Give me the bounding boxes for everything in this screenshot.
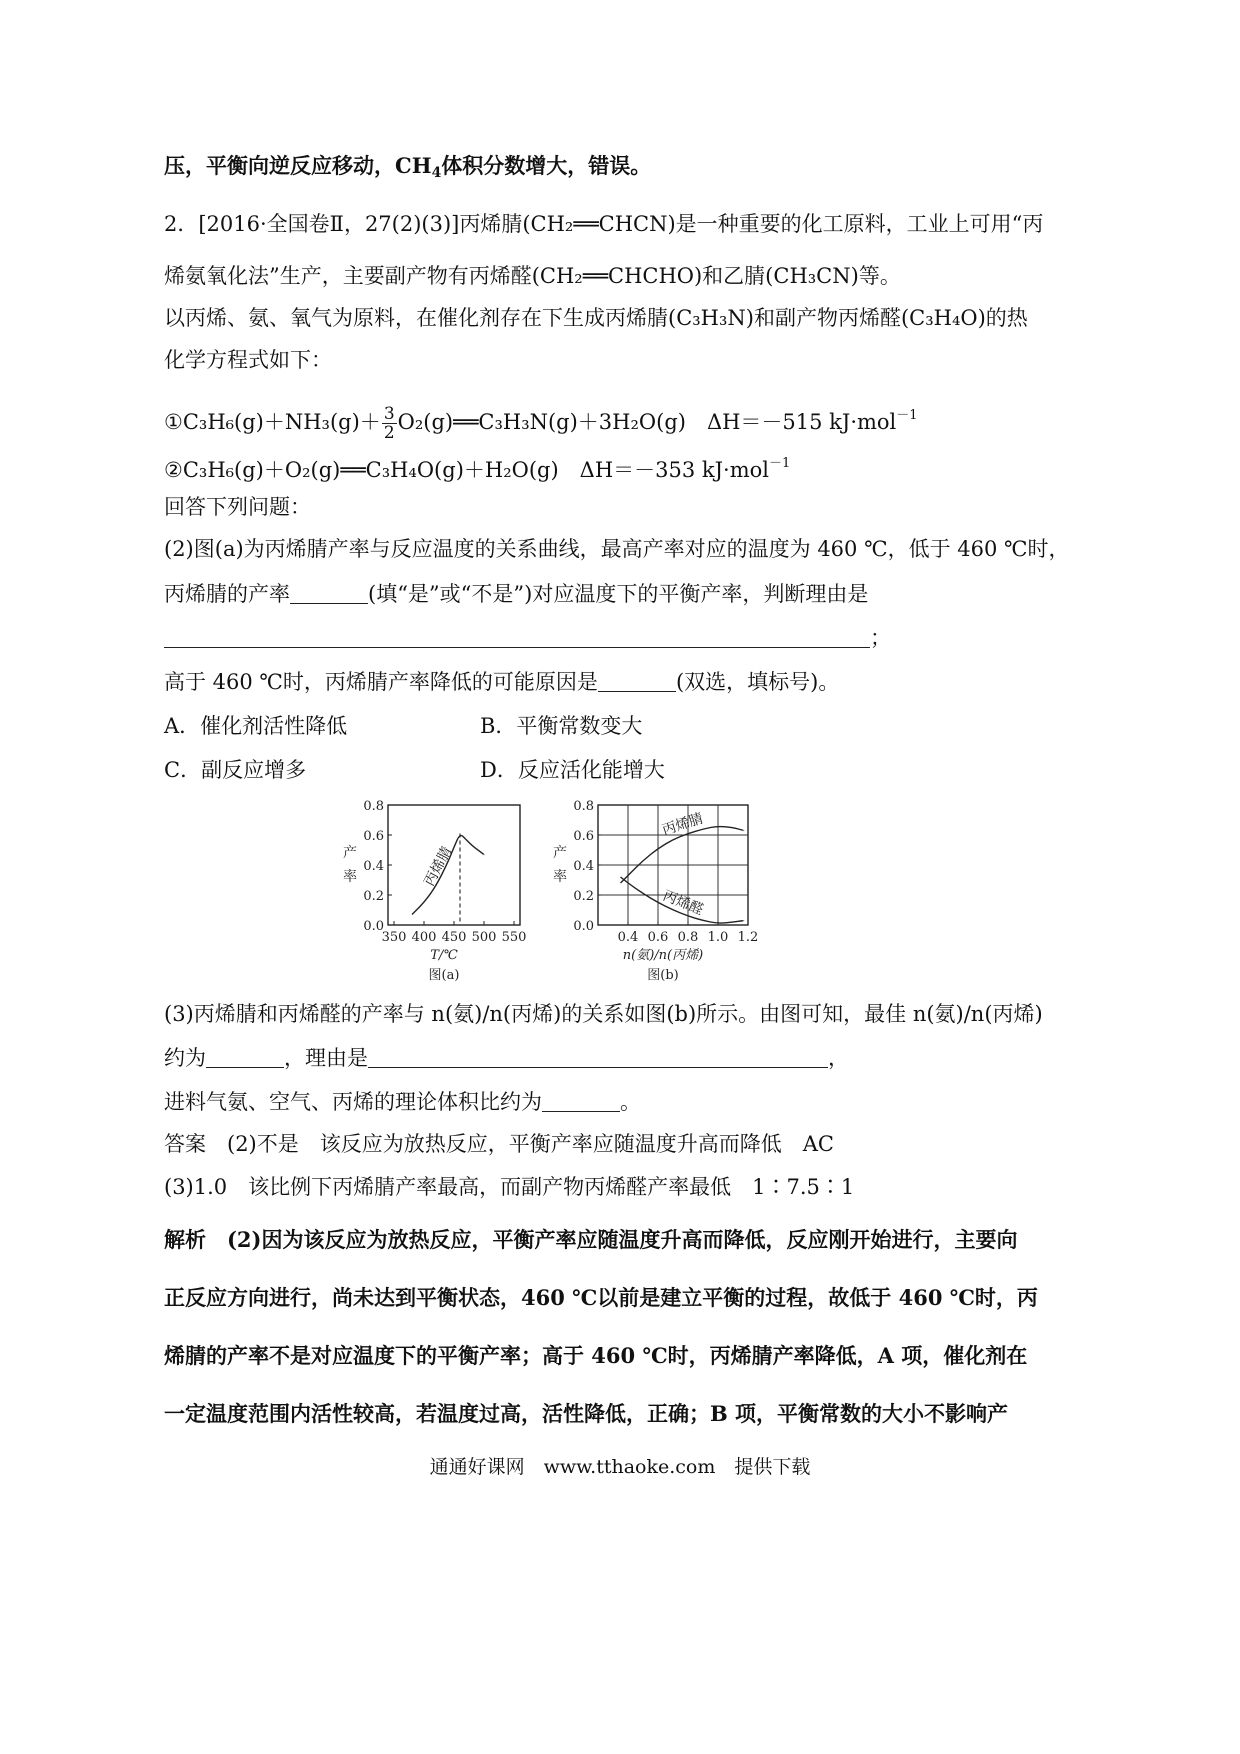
part-3-line-2-start: 约为: [164, 1046, 206, 1070]
x-tick-label: 0.4: [617, 930, 639, 945]
equation-2: [164, 450, 790, 484]
figures: [0, 790, 1240, 1020]
part-2-line-4-end: (双选，填标号)。: [675, 670, 840, 694]
y-tick-label: 0.8: [573, 799, 594, 814]
y-tick-label: 0.0: [363, 919, 384, 934]
x-tick-label: 350: [381, 930, 407, 945]
x-tick-label: 400: [411, 930, 437, 945]
part-2-line-3: [164, 624, 891, 652]
figure-caption: 图(a): [428, 968, 460, 983]
x-tick-label: 0.6: [647, 930, 669, 945]
top-continuation-line: [164, 152, 651, 187]
answer-blank-2: [598, 671, 676, 692]
part-2-line-3-end: ；: [870, 626, 891, 650]
part-2-line-4: [164, 668, 839, 696]
x-tick-label: 450: [441, 930, 467, 945]
part-3-line-2-end: ，: [828, 1046, 849, 1070]
series-label: 丙烯腈: [660, 810, 706, 839]
part-2-line-2-end: (填“是”或“不是”)对应温度下的平衡产率，判断理由是: [368, 582, 869, 606]
x-tick-label: 1.0: [707, 930, 729, 945]
x-axis-label: T/℃: [430, 948, 458, 963]
chart-b: [553, 799, 758, 983]
answer-prompt: 回答下列问题：: [164, 495, 311, 519]
analysis-line-1: 解析 (2)因为该反应为放热反应，平衡产率应随温度升高而降低，反应刚开始进行，主要向: [164, 1227, 1018, 1252]
fraction-numerator: 3: [383, 404, 395, 424]
y-tick-label: 0.6: [363, 829, 384, 844]
part-2-line-2: [164, 580, 868, 608]
y-tick-label: 0.2: [363, 889, 384, 904]
plot-frame: [388, 805, 520, 925]
equation-1-exponent: －1: [896, 408, 918, 423]
y-axis-label: 产: [553, 845, 567, 861]
analysis-line-2: 正反应方向进行，尚未达到平衡状态，460 ℃以前是建立平衡的过程，故低于 460 ℃时，丙: [164, 1285, 1038, 1310]
question-line-3: 以丙烯、氨、氧气为原料，在催化剂存在下生成丙烯腈(C₃H₃N)和副产物丙烯醛(C₃H₄O)的热: [164, 306, 1028, 330]
y-axis-label: 产: [343, 845, 357, 861]
top-line-end: 体积分数增大，错误。: [441, 153, 652, 178]
x-tick-label: 550: [501, 930, 527, 945]
part-3-line-1: (3)丙烯腈和丙烯醛的产率与 n(氨)/n(丙烯)的关系如图(b)所示。由图可知，最佳 n(氨)/n(丙烯): [164, 1002, 1043, 1026]
option-b: B．平衡常数变大: [480, 714, 643, 738]
analysis-line-3: 烯腈的产率不是对应温度下的平衡产率；高于 460 ℃时，丙烯腈产率降低，A 项，催化剂在: [164, 1343, 1028, 1368]
analysis-line-4: 一定温度范围内活性较高，若温度过高，活性降低，正确；B 项，平衡常数的大小不影响产: [164, 1401, 1009, 1426]
top-line-subscript: 4: [431, 165, 442, 181]
equation-2-exponent: －1: [769, 456, 791, 471]
part-3-line-2-mid: ，理由是: [284, 1046, 368, 1070]
option-a: A．催化剂活性降低: [164, 714, 348, 738]
figure-caption: 图(b): [647, 968, 679, 983]
series-line: [412, 836, 484, 915]
y-tick-label: 0.0: [573, 919, 594, 934]
part-3-line-3: [164, 1088, 641, 1116]
answer-line-1: 答案 (2)不是 该反应为放热反应，平衡产率应随温度升高而降低 AC: [164, 1132, 834, 1156]
chart-a: [343, 799, 526, 983]
footer-source: 通通好课网 www.tthaoke.com 提供下载: [429, 1456, 811, 1478]
x-tick-label: 1.2: [737, 930, 759, 945]
y-tick-label: 0.4: [573, 859, 594, 874]
equation-1: [164, 396, 918, 442]
y-axis-label: 率: [553, 869, 567, 885]
answer-line-2: (3)1.0 该比例下丙烯腈产率最高，而副产物丙烯醛产率最低 1∶7.5∶1: [164, 1175, 855, 1199]
fraction-three-halves: [382, 405, 397, 442]
part-2-line-1: (2)图(a)为丙烯腈产率与反应温度的关系曲线，最高产率对应的温度为 460 ℃，低于 460 ℃时，: [164, 537, 1070, 561]
question-line-1: 2．[2016·全国卷Ⅱ，27(2)(3)]丙烯腈(CH₂══CHCN)是一种重要的化工原料，工业上可用“丙: [164, 212, 1044, 236]
answer-blank-reason: [164, 627, 870, 648]
x-tick-label: 500: [471, 930, 497, 945]
answer-blank-reason-2: [368, 1047, 828, 1068]
top-line-text: 压，平衡向逆反应移动，CH: [164, 153, 432, 178]
part-3-line-2: [164, 1044, 849, 1072]
option-c: C．副反应增多: [164, 758, 307, 782]
part-2-line-4-start: 高于 460 ℃时，丙烯腈产率降低的可能原因是: [164, 670, 598, 694]
option-d: D．反应活化能增大: [480, 758, 665, 782]
equation-1-right: O₂(g)══C₃H₃N(g)＋3H₂O(g) ΔH＝－515 kJ·mol: [397, 410, 897, 434]
part-2-line-2-start: 丙烯腈的产率: [164, 582, 290, 606]
fraction-denominator: 2: [383, 423, 395, 443]
x-tick-label: 0.8: [677, 930, 699, 945]
question-line-2: 烯氨氧化法”生产，主要副产物有丙烯醛(CH₂══CHCHO)和乙腈(CH₃CN)等。: [164, 264, 901, 288]
answer-blank-ratio: [206, 1047, 284, 1068]
y-tick-label: 0.8: [363, 799, 384, 814]
equation-1-left: ①C₃H₆(g)＋NH₃(g)＋: [164, 410, 381, 434]
equation-2-text: ②C₃H₆(g)＋O₂(g)══C₃H₄O(g)＋H₂O(g) ΔH＝－353 kJ·mol: [164, 458, 769, 482]
y-axis-label: 率: [343, 869, 357, 885]
series-label: 丙烯醛: [660, 887, 706, 919]
answer-blank-volume-ratio: [542, 1091, 620, 1112]
part-3-line-3-start: 进料气氨、空气、丙烯的理论体积比约为: [164, 1090, 542, 1114]
series-label: 丙烯腈: [421, 844, 456, 889]
y-tick-label: 0.4: [363, 859, 384, 874]
part-3-line-3-end: 。: [620, 1090, 641, 1114]
x-axis-label: n(氨)/n(丙烯): [622, 948, 704, 963]
y-tick-label: 0.2: [573, 889, 594, 904]
answer-blank-1: [290, 583, 368, 604]
question-line-4: 化学方程式如下：: [164, 348, 332, 372]
y-tick-label: 0.6: [573, 829, 594, 844]
